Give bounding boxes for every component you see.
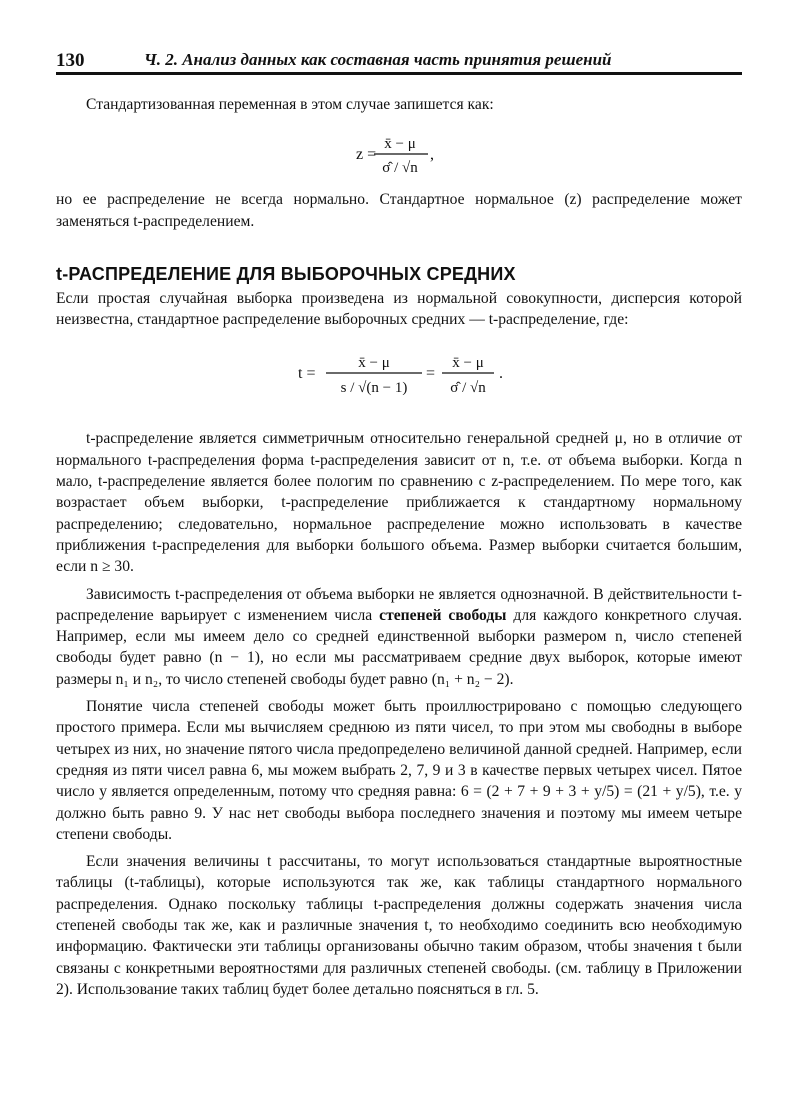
paragraph-dof-text-1: Зависимость t-распределения от объема выборки не является однозначной. В действительности t-распределение варьирует с изменением числа xyxy=(56,585,742,624)
formula-z-lhs: z = xyxy=(356,146,377,164)
running-title: Ч. 2. Анализ данных как составная часть принятия решений xyxy=(144,50,612,69)
formula-t-numerator-2: x̄ − μ xyxy=(452,355,484,372)
formula-t-trail: . xyxy=(499,365,503,383)
paragraph-t-distribution: t-распределение является симметричным относительно генеральной средней μ, но в отличие от нормального t-распределения форма t-распределения зависит от n, т.е. от объема выборки. Когда n мало, t-распределение является более пологим по сравнению с z-распределением. По мере того, как возрастает объем выборки, t-распределение приближается к стандартному нормальному распределению; следовательно, нормальное распределение можно использовать в качестве приближения t-распределения для выборки большого объема. Размер выборки считается большим, если n ≥ 30. xyxy=(56,430,742,576)
formula-z xyxy=(56,115,742,189)
page-header xyxy=(56,50,742,74)
formula-t xyxy=(56,330,742,412)
formula-t-denominator-2: σ̂ / √n xyxy=(450,380,486,397)
formula-z-svg xyxy=(56,115,742,189)
formula-z-trail: , xyxy=(430,146,434,164)
formula-t-equals: = xyxy=(426,365,436,383)
term-degrees-of-freedom: степеней свободы xyxy=(379,606,507,624)
paragraph-degrees-of-freedom xyxy=(56,584,742,690)
section-paragraph: Если простая случайная выборка произведена из нормальной совокупности, дисперсия которой неизвестна, стандартное распределение выборочных средних — t-распределение, где: xyxy=(56,289,742,329)
formula-z-denominator: σ̂ / √n xyxy=(382,160,418,177)
formula-t-denominator-1: s / √(n − 1) xyxy=(340,380,408,397)
paragraph-dof-text-2: для каждого конкретного случая. Например, если мы имеем дело со средней единственной выборки размером n, число степеней свободы будет равно (n − 1), но если мы рассматриваем средние двух выборок, которые имеют размеры n₁ и n₂, то число степеней свободы будет равно (n₁ + n₂ − 2). xyxy=(56,606,742,688)
formula-t-lhs: t = xyxy=(298,365,316,383)
paragraph-example: Понятие числа степеней свободы может быть проиллюстрировано с помощью следующего простого примера. Если мы вычисляем среднюю из пяти чисел, то при этом мы свободны в выборе четырех из них, но значение пятого числа предопределено величиной данной средней. Например, если средняя из пяти чисел равна 6, мы можем выбрать 2, 7, 9 и 3 в качестве первых четырех чисел. Пятое число у является определенным, потому что средняя равна: 6 = (2 + 7 + 9 + 3 + y/5) = (21 + y/5), т.е. у должно быть равно 9. У нас нет свободы выбора последнего значения и поэтому мы имеем четыре степени свободы. xyxy=(56,698,742,843)
page-number: 130 xyxy=(56,50,85,71)
formula-t-svg xyxy=(56,330,742,412)
paragraph-t-tables: Если значения величины t рассчитаны, то могут использоваться стандартные выроятностные таблицы (t-таблицы), которые используются так же, как таблицы стандартного нормального распределения. Однако поскольку таблицы t-распределения должны содержать значения числа степеней свободы так же, как и различные значения t, то необходимо соединить всю необходимую информацию. Фактически эти таблицы организованы обычно таким образом, чтобы значения t были связаны с конкретными вероятностями для различных степеней свободы. (см. таблицу в Приложении 2). Использование таких таблиц будет более детально поясняться в гл. 5. xyxy=(56,853,742,998)
section-heading: t-РАСПРЕДЕЛЕНИЕ ДЛЯ ВЫБОРОЧНЫХ СРЕДНИХ xyxy=(56,263,516,284)
paragraph-after-z: но ее распределение не всегда нормально. Стандартное нормальное (z) распределение может заменяться t-распределением. xyxy=(56,191,742,230)
header-rule xyxy=(56,72,742,75)
intro-paragraph: Стандартизованная переменная в этом случае запишется как: xyxy=(86,96,494,113)
formula-t-numerator-1: x̄ − μ xyxy=(358,355,390,372)
page-body xyxy=(56,94,742,1000)
formula-z-numerator: x̄ − μ xyxy=(384,136,416,153)
